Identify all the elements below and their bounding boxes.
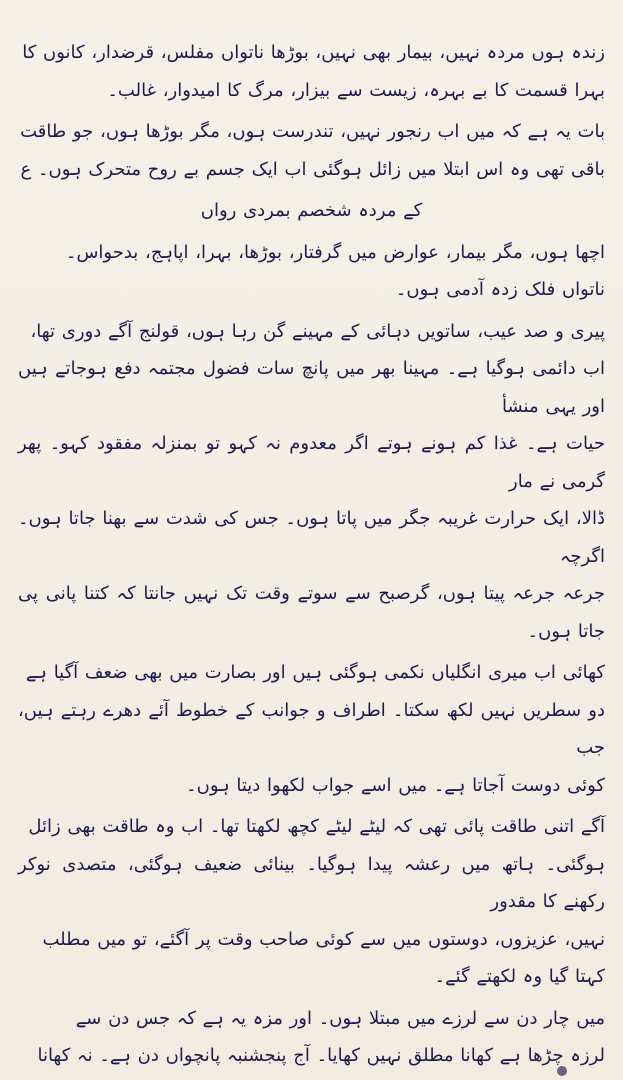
urdu-text-block bbox=[18, 34, 605, 1075]
paragraph-1: زندہ ہوں مردہ نہیں، بیمار بھی نہیں، بوڑھا ناتواں مفلس، قرضدار، کانوں کا بہرا قسمت کا بے بہرہ، زیست سے بیزار، مرگ کا امیدوار، غالب۔ bbox=[22, 42, 605, 101]
paragraph-2: بات یہ ہے کہ میں اب رنجور نہیں، تندرست ہوں، مگر بوڑھا ہوں، جو طاقت باقی تھی وہ اس ابتلا میں زائل ہوگئی اب ایک جسم بے روح متحرک ہوں۔ ع bbox=[20, 121, 605, 180]
paragraph-6: آگے اتنی طاقت پائی تھی کہ لیٹے لیٹے کچھ لکھتا تھا۔ اب وہ طاقت بھی زائل ہوگئی۔ ہاتھ میں رعشہ پیدا ہوگیا۔ بینائی ضعیف ہوگئی، متصدی نوکر رکھنے کا مقدور نہیں، عزیزوں، دوستوں میں سے کوئی صاحب وقت پر آگئے، تو میں مطلب کہتا گیا وہ لکھتے گئے۔ bbox=[18, 816, 605, 987]
page-corner-mark bbox=[557, 1066, 567, 1076]
paragraph-3: اچھا ہوں، مگر بیمار، عوارض میں گرفتار، بوڑھا، بہرا، اپاہج، بدحواس۔ ناتواں فلک زدہ آدمی ہوں۔ bbox=[65, 241, 605, 300]
paragraph-7: میں چار دن سے لرزے میں مبتلا ہوں۔ اور مزہ یہ ہے کہ جس دن سے لرزہ چڑھا ہے کھانا مطلق نہیں کھایا۔ آج پنجشنبہ پانچواں دن ہے۔ نہ کھانا bbox=[37, 1007, 605, 1066]
paragraph-4: پیری و صد عیب، ساتویں دہائی کے مہینے گن رہا ہوں، قولنج آگے دوری تھا، اب دائمی ہوگیا ہے۔ مہینا بھر میں پانچ سات فضول مجتمہ دفع ہوجاتے ہیں اور یہی منشأ حیات ہے۔ غذا کم ہونے ہوتے اگر معدوم نہ کہو تو بمنزلہ مفقود کہو۔ پھر گرمی نے مار ڈالا، ایک حرارت غریبہ جگر میں پاتا ہوں۔ جس کی شدت سے بھنا جاتا ہوں۔ اگرچہ جرعہ جرعہ پیتا ہوں، گرصبح سے سوتے وقت تک نہیں جانتا کہ کتنا پانی پی جاتا ہوں۔ bbox=[18, 320, 605, 642]
verse-line: کے مردہ شخصم بمردی رواں bbox=[200, 200, 423, 221]
paragraph-5: کھائی اب میری انگلیاں نکمی ہوگئی ہیں اور بصارت میں بھی ضعف آگیا ہے دو سطریں نہیں لکھ سکتا۔ اطراف و جوانب کے خطوط آئے دھرے رہتے ہیں، جب کوئی دوست آجاتا ہے۔ میں اسے جواب لکھوا دیتا ہوں۔ bbox=[18, 662, 605, 796]
